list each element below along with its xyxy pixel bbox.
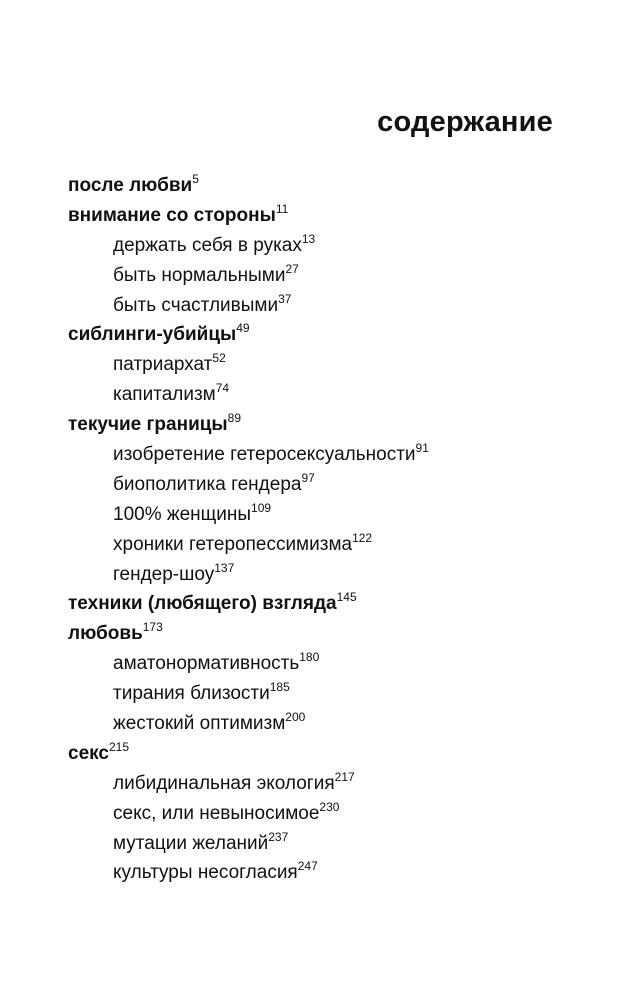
toc-page-number: 52 (212, 351, 226, 366)
toc-entry-label: 100% женщины (113, 503, 252, 525)
toc-page-number: 185 (269, 680, 290, 695)
toc-section (68, 799, 628, 829)
toc-entry-label: гендер-шоу (113, 563, 215, 585)
toc-page-number: 173 (142, 620, 163, 635)
toc-page-number: 11 (275, 201, 289, 216)
toc-page-number: 109 (251, 500, 272, 515)
toc-page-number: 13 (301, 231, 316, 246)
toc-entry-label: быть счастливыми (113, 294, 279, 316)
toc-page-number: 122 (352, 530, 373, 545)
toc-entry-label: культуры несогласия (113, 862, 298, 884)
toc-chapter (68, 201, 628, 231)
toc-page-number: 137 (214, 560, 235, 575)
toc-section (68, 560, 628, 590)
toc-section (68, 291, 628, 321)
toc-section (68, 350, 628, 380)
toc-section (68, 231, 628, 261)
table-of-contents (68, 171, 628, 888)
toc-section (68, 261, 628, 291)
toc-entry-label: держать себя в руках (113, 234, 302, 256)
toc-section (68, 380, 628, 410)
toc-entry-label: мутации желаний (113, 832, 269, 854)
toc-entry-label: изобретение гетеросексуальности (113, 444, 416, 466)
toc-entry-label: жестокий оптимизм (113, 713, 286, 735)
toc-chapter (68, 171, 628, 201)
toc-chapter (68, 739, 628, 769)
toc-chapter (68, 410, 628, 440)
toc-section (68, 858, 628, 888)
toc-page-number: 180 (299, 650, 320, 665)
toc-entry-label: аматонормативность (113, 653, 300, 675)
toc-entry-label: сиблинги-убийцы (68, 324, 237, 346)
toc-page-number: 74 (215, 381, 230, 396)
toc-entry-label: тирания близости (113, 683, 270, 705)
toc-section (68, 679, 628, 709)
toc-entry-label: биополитика гендера (113, 473, 302, 495)
toc-page-number: 97 (301, 470, 315, 485)
toc-chapter (68, 619, 628, 649)
toc-entry-label: после любви (68, 175, 193, 196)
toc-section (68, 470, 628, 500)
toc-page-number: 37 (278, 291, 292, 306)
toc-entry-label: внимание со стороны (68, 204, 276, 226)
toc-page-number: 215 (108, 739, 129, 754)
toc-entry-label: секс (68, 742, 109, 764)
toc-page-number: 5 (192, 172, 199, 186)
toc-section (68, 440, 628, 470)
toc-entry-label: любовь (68, 623, 143, 645)
toc-page-number: 49 (236, 321, 250, 336)
toc-entry-label: текучие границы (68, 414, 228, 436)
toc-section (68, 709, 628, 739)
toc-entry-label: патриархат (113, 354, 213, 376)
toc-page-number: 247 (297, 859, 318, 874)
page-title: содержание (377, 106, 553, 138)
toc-entry-label: быть нормальными (113, 264, 286, 286)
toc-page-number: 200 (285, 710, 306, 725)
toc-entry-label: либидинальная экология (113, 772, 335, 794)
toc-section (68, 500, 628, 530)
toc-chapter (68, 320, 628, 350)
toc-page-number: 89 (227, 411, 242, 426)
toc-section (68, 649, 628, 679)
toc-page-number: 27 (285, 261, 299, 276)
toc-chapter (68, 589, 628, 619)
toc-entry-label: техники (любящего) взгляда (68, 593, 337, 615)
toc-entry-label: секс, или невыносимое (113, 802, 320, 824)
toc-page-number: 237 (268, 829, 289, 844)
toc-section (68, 530, 628, 560)
toc-section (68, 769, 628, 799)
toc-page-number: 145 (336, 590, 357, 605)
toc-page-number: 217 (334, 769, 355, 784)
toc-page-number: 230 (319, 799, 340, 814)
toc-page-number: 91 (415, 441, 429, 456)
toc-entry-label: капитализм (113, 384, 216, 406)
toc-entry-label: хроники гетеропессимизма (113, 533, 353, 555)
toc-section (68, 829, 628, 859)
